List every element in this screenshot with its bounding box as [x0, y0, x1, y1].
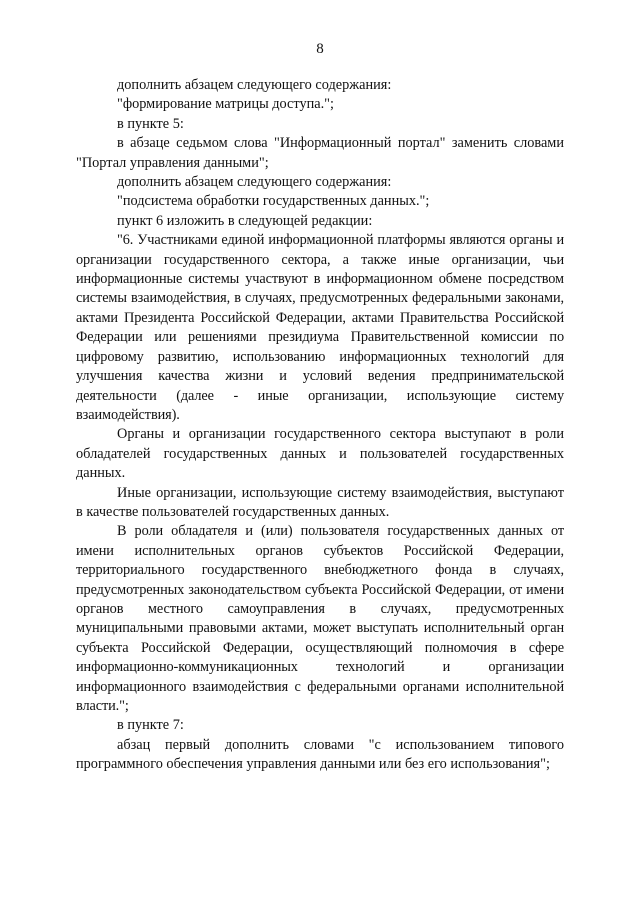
paragraph: в абзаце седьмом слова "Информационный портал" заменить словами "Портал управления данными"; [76, 135, 564, 171]
paragraph: "6. Участниками единой информационной платформы являются органы и организации государственного сектора, а также иные организации, чьи информационные системы участвуют в информационном обмене посредством системы взаимодействия, в случаях, предусмотренных федеральными законами, актами Президента Российской Федерации, актами Правительства Российской Федерации или решениями президиума Правительственной комиссии по цифровому развитию, использованию информационных технологий для улучшения качества жизни и условий ведения предпринимательской деятельности (далее - иные организации, использующие систему взаимодействия). [76, 232, 564, 423]
paragraph: дополнить абзацем следующего содержания: [117, 174, 392, 191]
paragraph: В роли обладателя и (или) пользователя государственных данных от имени исполнительных органов субъектов Российской Федерации, территориального государственного внебюджетного фонда в случаях, предусмотренных законодательством субъекта Российской Федерации, от имени органов местного самоуправления в случаях, предусмотренных муниципальными правовыми актами, может выступать исполнительный орган субъекта Российской Федерации, осуществляющий полномочия в сфере информационно-коммуникационных технологий и организации информационного взаимодействия с федеральными органами исполнительной власти."; [76, 523, 564, 714]
page-number: 8 [316, 41, 324, 57]
document-body [76, 76, 564, 775]
paragraph: в пункте 5: [117, 115, 184, 132]
paragraph: Органы и организации государственного сектора выступают в роли обладателей государственных данных и пользователей государственных данных. [76, 426, 564, 482]
paragraph: Иные организации, использующие систему взаимодействия, выступают в качестве пользователей государственных данных. [76, 484, 564, 520]
paragraph: дополнить абзацем следующего содержания: [117, 77, 392, 93]
paragraph: пункт 6 изложить в следующей редакции: [117, 212, 373, 229]
paragraph: в пункте 7: [117, 717, 184, 734]
paragraph: абзац первый дополнить словами "с использованием типового программного обеспечения управления данными или без его использования"; [76, 736, 564, 773]
paragraph: "подсистема обработки государственных данных."; [117, 193, 430, 210]
paragraph: "формирование матрицы доступа."; [117, 96, 334, 113]
